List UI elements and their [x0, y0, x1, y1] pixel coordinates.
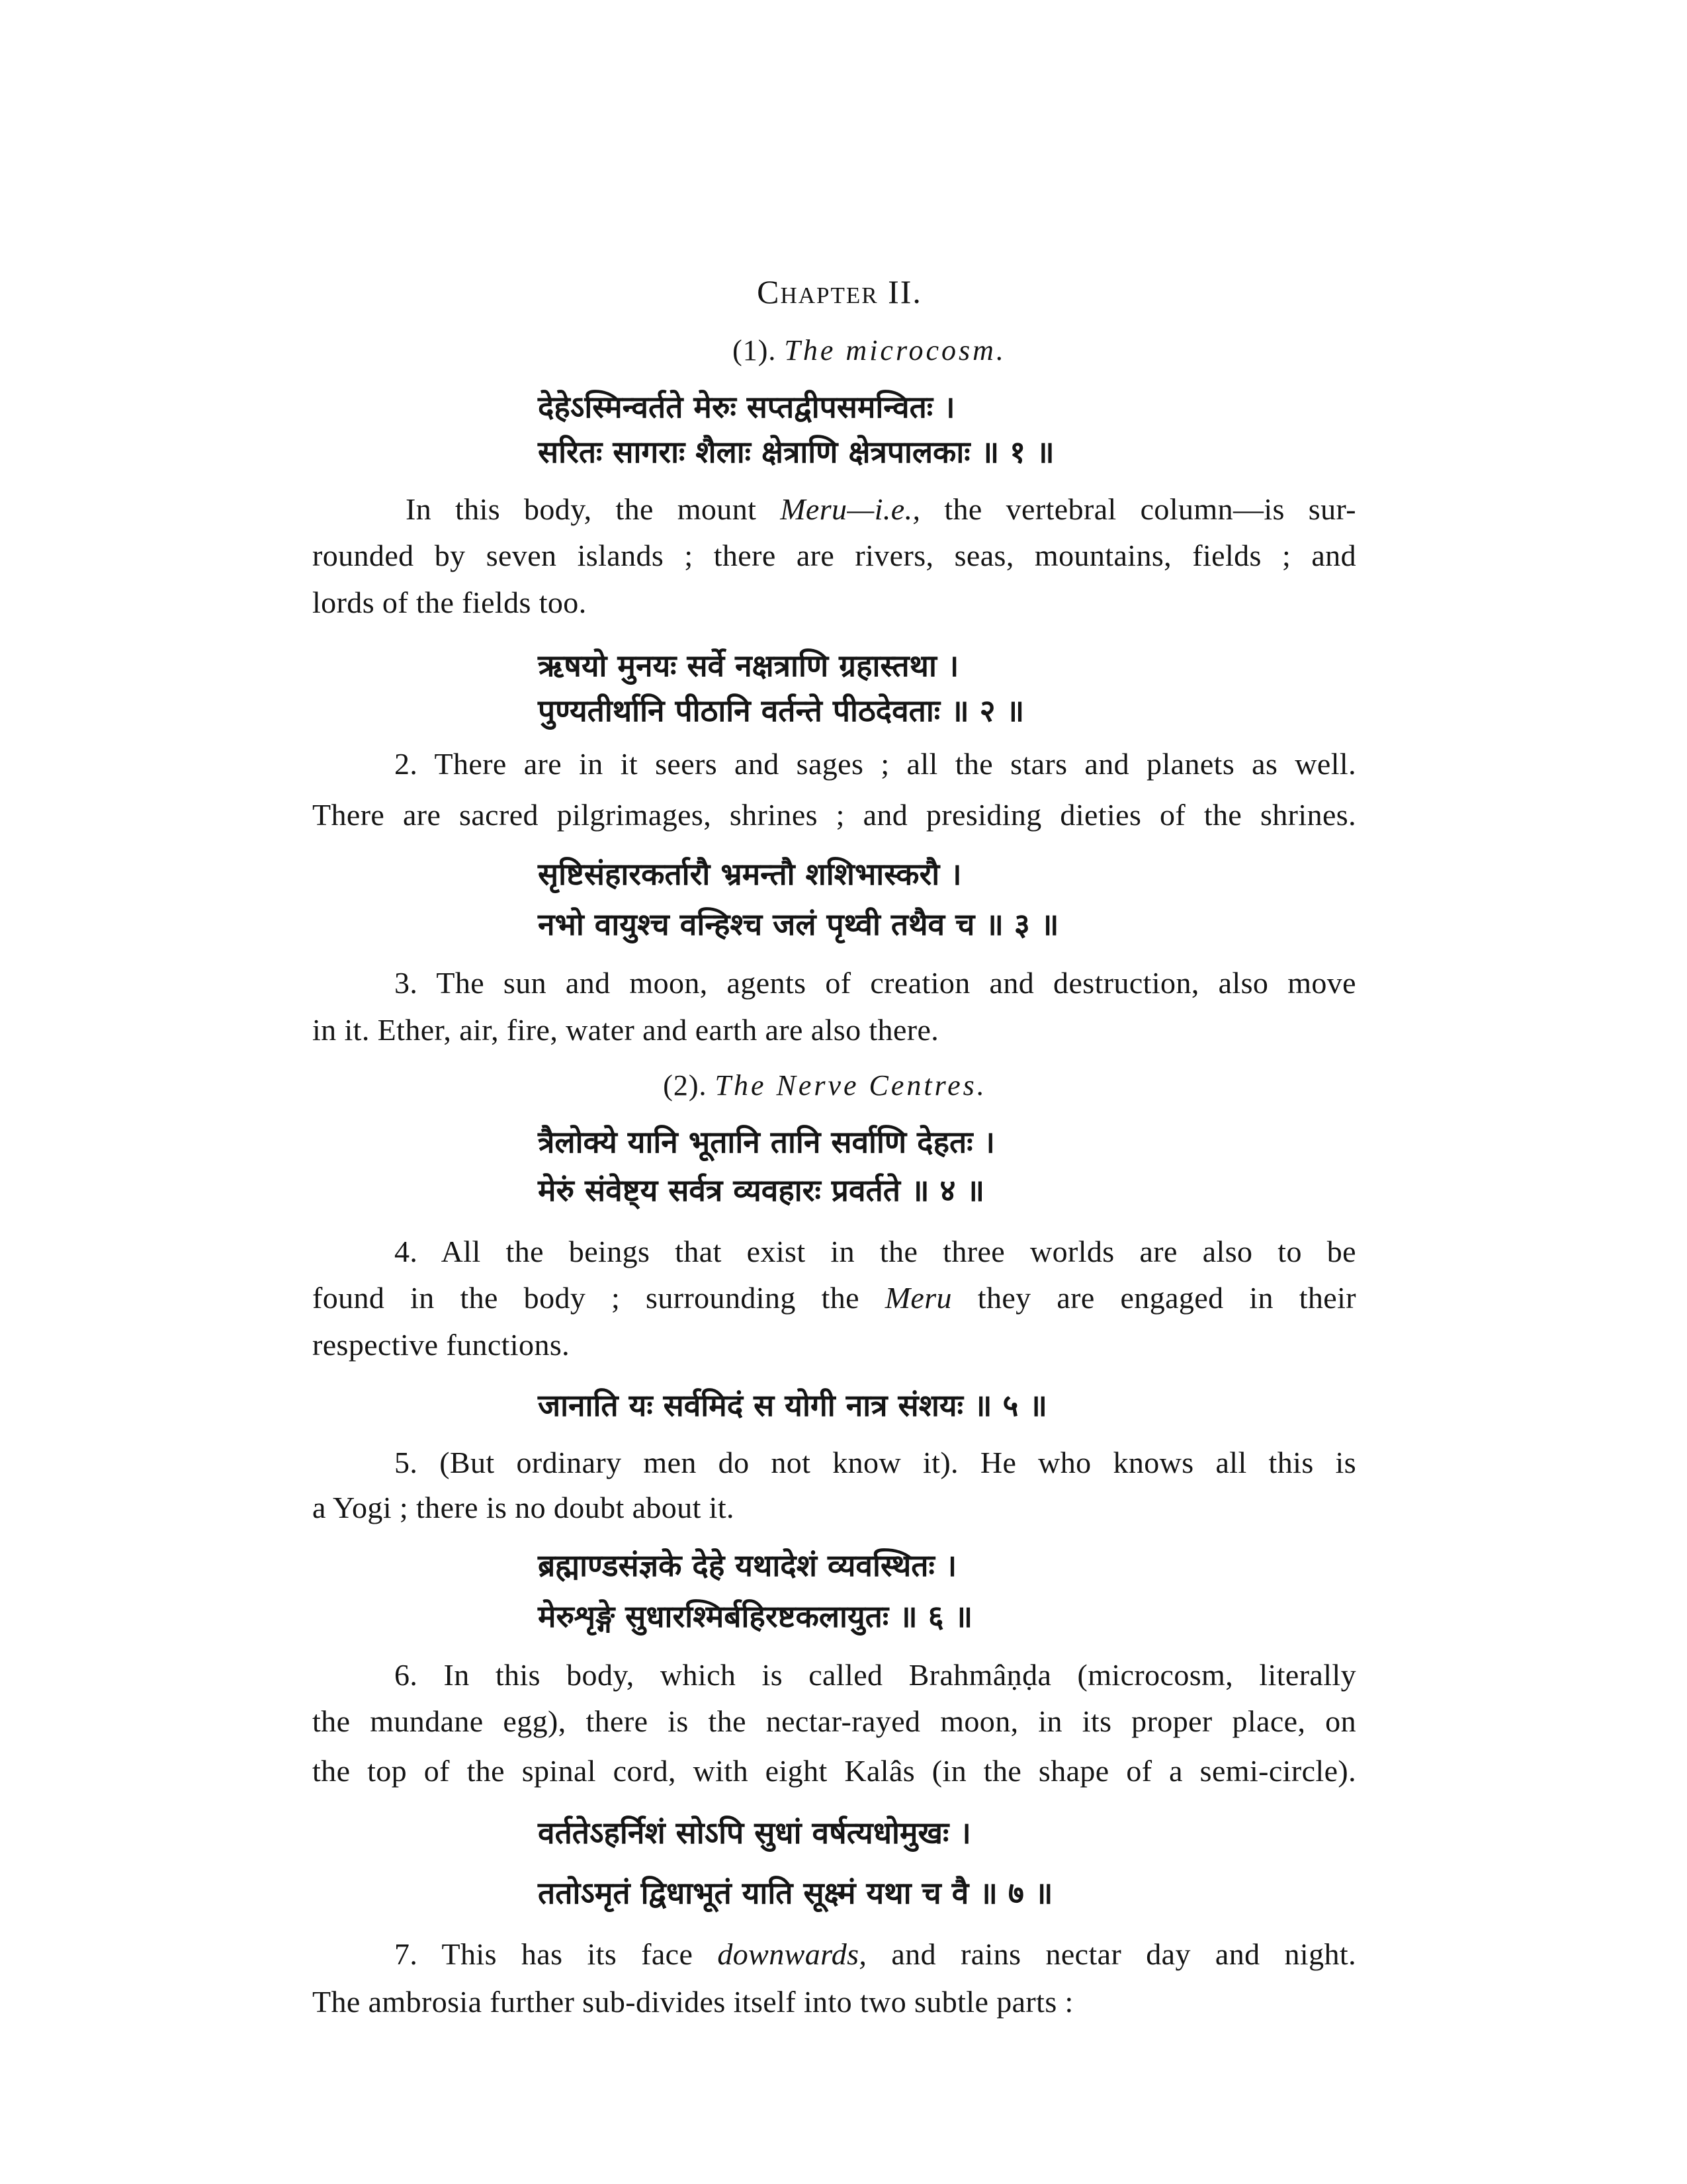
- section-title: The microcosm.: [784, 334, 1006, 367]
- paragraph-3-line-2: in it. Ether, air, fire, water and earth are also there.: [312, 1013, 939, 1047]
- paragraph-2-line-1: 2. There are in it seers and sages ; all the stars and planets as well.: [394, 747, 1356, 781]
- italic-term: Meru: [885, 1281, 952, 1315]
- text-segment: they are engaged in their: [951, 1281, 1356, 1315]
- chapter-heading: Chapter II.: [757, 273, 922, 310]
- verse-2-line-1: ऋषयो मुनयः सर्वे नक्षत्राणि ग्रहास्तथा ।: [538, 648, 959, 683]
- paragraph-5-line-2: a Yogi ; there is no doubt about it.: [312, 1491, 734, 1524]
- paragraph-1-line-3: lords of the fields too.: [312, 586, 587, 619]
- paragraph-4-line-3: respective functions.: [312, 1328, 570, 1362]
- paragraph-4-line-2: [312, 1275, 1356, 1321]
- text-segment: found in the body ; surrounding the: [312, 1281, 885, 1315]
- verse-1-line-2: सरितः सागराः शैलाः क्षेत्राणि क्षेत्रपालकाः ॥ १ ॥: [538, 434, 1055, 470]
- text-segment: 7. This has its face: [394, 1937, 718, 1971]
- text-segment: the vertebral column—is sur-: [920, 492, 1356, 526]
- paragraph-2-line-2: There are sacred pilgrimages, shrines ; and presiding dieties of the shrines.: [312, 798, 1356, 832]
- verse-6-line-2: मेरुशृङ्गे सुधारश्मिर्बहिरष्टकलायुतः ॥ ६ ॥: [538, 1598, 973, 1634]
- paragraph-6-line-1: 6. In this body, which is called Brahmâṇḍa (microcosm, literally: [394, 1658, 1356, 1692]
- paragraph-1-line-2: rounded by seven islands ; there are rivers, seas, mountains, fields ; and: [312, 539, 1356, 572]
- italic-term: downwards,: [717, 1937, 867, 1971]
- section-heading-nerve-centres: [428, 1063, 1222, 1109]
- verse-3-line-1: सृष्टिसंहारकर्तारौ भ्रमन्तौ शशिभास्करौ ।: [538, 856, 962, 892]
- paragraph-7-line-1: [312, 1931, 1356, 1978]
- section-number: (1).: [732, 334, 777, 367]
- paragraph-6-line-2: the mundane egg), there is the nectar-rayed moon, in its proper place, on: [312, 1704, 1356, 1738]
- verse-4-line-1: त्रैलोक्ये यानि भूतानि तानि सर्वाणि देहतः ।: [538, 1124, 995, 1160]
- section-number: (2).: [663, 1069, 707, 1102]
- paragraph-5-line-1: 5. (But ordinary men do not know it). He who knows all this is: [394, 1446, 1356, 1479]
- section-heading-microcosm: [472, 328, 1266, 374]
- text-segment: and rains nectar day and night.: [867, 1937, 1356, 1971]
- section-title: The Nerve Centres.: [714, 1069, 987, 1102]
- verse-2-line-2: पुण्यतीर्थानि पीठानि वर्तन्ते पीठदेवताः ॥ २ ॥: [538, 693, 1025, 728]
- verse-7-line-2: ततोऽमृतं द्विधाभूतं याति सूक्ष्मं यथा च वै ॥ ७ ॥: [538, 1875, 1053, 1911]
- verse-7-line-1: वर्ततेऽहर्निशं सोऽपि सुधां वर्षत्यधोमुखः ।: [538, 1815, 971, 1851]
- italic-term: Meru—i.e.,: [780, 492, 921, 526]
- paragraph-7-line-2: The ambrosia further sub-divides itself into two subtle parts :: [312, 1985, 1074, 2019]
- text-segment: In this body, the mount: [406, 492, 781, 526]
- verse-3-line-2: नभो वायुश्च वन्हिश्च जलं पृथ्वी तथैव च ॥ ३ ॥: [538, 906, 1059, 942]
- paragraph-1-line-1: [312, 486, 1356, 533]
- paragraph-3-line-1: 3. The sun and moon, agents of creation and destruction, also move: [394, 966, 1356, 1000]
- paragraph-6-line-3: the top of the spinal cord, with eight Kalâs (in the shape of a semi-circle).: [312, 1754, 1356, 1788]
- verse-6-line-1: ब्रह्माण्डसंज्ञके देहे यथादेशं व्यवस्थितः ।: [538, 1548, 957, 1583]
- paragraph-4-line-1: 4. All the beings that exist in the three worlds are also to be: [394, 1235, 1356, 1268]
- verse-1-line-1: देहेऽस्मिन्वर्तते मेरुः सप्तद्वीपसमन्वितः ।: [538, 389, 955, 425]
- verse-5-line-1: जानाति यः सर्वमिदं स योगी नात्र संशयः ॥ ५ ॥: [538, 1387, 1047, 1423]
- verse-4-line-2: मेरुं संवेष्ट्य सर्वत्र व्यवहारः प्रवर्तते ॥ ४ ॥: [538, 1172, 985, 1208]
